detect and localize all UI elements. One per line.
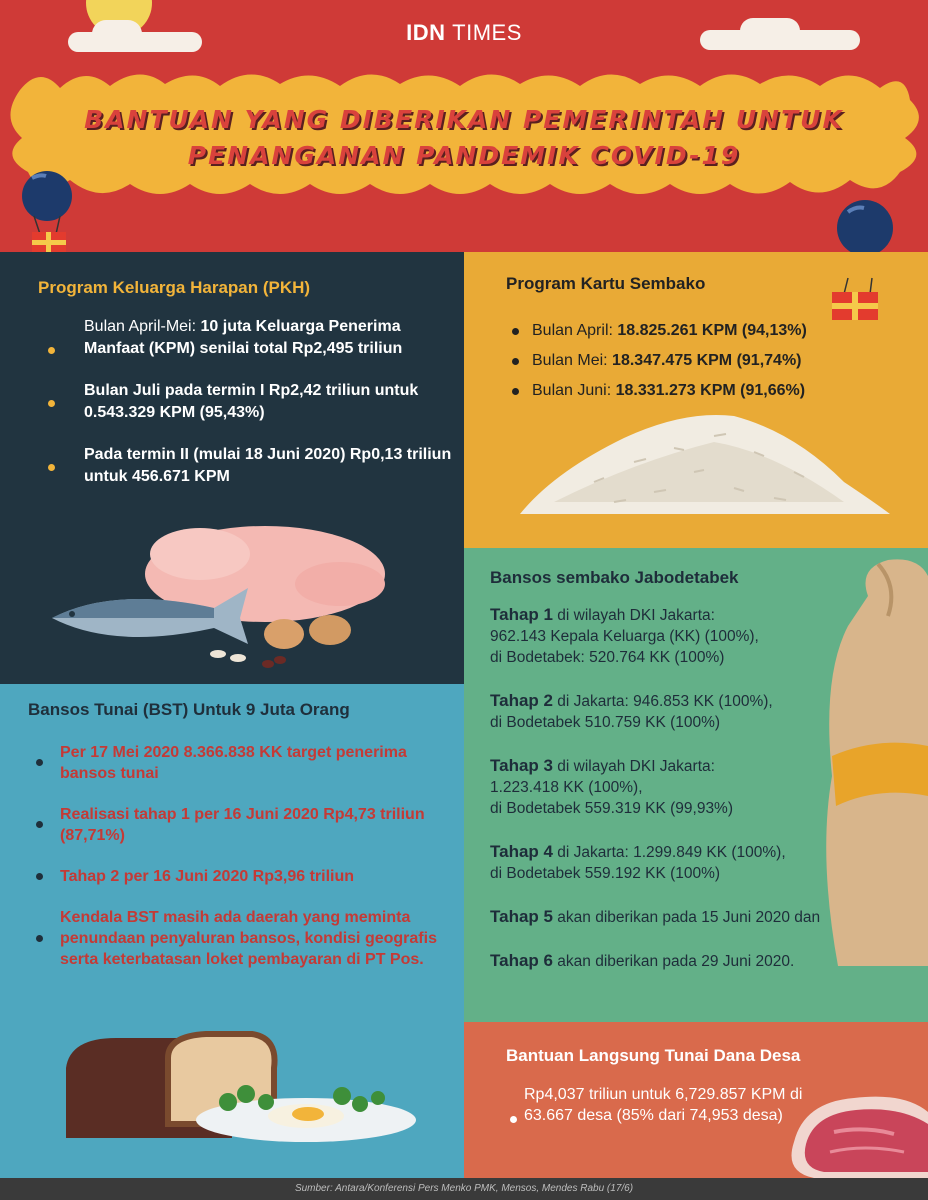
stage-name: Tahap 2 [490,691,553,710]
list-item [60,866,440,887]
stage-name: Tahap 6 [490,951,553,970]
list-item [84,380,454,424]
blt-text: Rp4,037 triliun untuk 6,729.857 KPM di 63.667 desa (85% dari 74,953 desa) [524,1086,803,1124]
balloon-icon [824,266,888,362]
pkh-item-bold: 10 juta Keluarga Penerima Manfaat (KPM) senilai total Rp2,495 triliun [84,318,403,357]
bst-item-text: Tahap 2 per 16 Juni 2020 Rp3,96 triliun [60,868,355,885]
sembako-label: Bulan April: [532,322,618,339]
eggs-icon [204,612,364,672]
bullet-dot [510,1116,517,1123]
bullet-dot [512,358,519,365]
panel-bansos-tunai [0,684,464,1178]
title-line1: BANTUAN YANG DIBERIKAN PEMERINTAH UNTUK [84,105,844,134]
stage-text: di wilayah DKI Jakarta: [552,758,715,775]
bst-list [60,742,440,990]
jabo-stage [490,604,910,668]
bullet-dot [48,400,55,407]
footer [0,1178,928,1200]
stage-text: di Bodetabek 510.759 KK (100%) [490,714,721,731]
list-item [84,444,454,488]
panel-bansos-jabodetabek [464,548,928,1022]
jabo-stage [490,950,910,972]
sembako-label: Bulan Juni: [532,382,616,399]
panel-pkh [0,252,464,684]
jabo-stage [490,906,910,928]
stage-text: di Jakarta: 946.853 KK (100%), [552,693,773,710]
list-item [532,380,912,402]
bread-icon [56,1028,416,1178]
title-line2: PENANGANAN PANDEMIK COVID-19 [187,141,741,170]
jabo-stage [490,755,910,819]
stage-name: Tahap 5 [490,907,553,926]
header [0,0,928,252]
jabo-stage [490,841,910,884]
bullet-dot [512,388,519,395]
pkh-item-pre: Bulan April-Mei: [84,318,201,335]
pkh-item-bold: Bulan Juli pada termin I Rp2,42 triliun untuk 0.543.329 KPM (95,43%) [84,382,419,421]
bullet-dot [48,464,55,471]
stage-text: di Bodetabek 559.319 KK (99,93%) [490,800,734,817]
balloon-icon [12,168,82,252]
bullet-dot [36,873,43,880]
stage-name: Tahap 1 [490,605,553,624]
stage-text: 1.223.418 KK (100%), [490,779,643,796]
blt-title: Bantuan Langsung Tunai Dana Desa [506,1046,801,1065]
panel-blt-dana-desa [464,1022,928,1178]
stage-name: Tahap 3 [490,756,553,775]
sembako-title: Program Kartu Sembako [506,274,706,293]
list-item [84,316,454,360]
jabo-title: Bansos sembako Jabodetabek [490,568,739,587]
meat-icon [784,1082,928,1178]
list-item [60,804,440,846]
sembako-label: Bulan Mei: [532,352,613,369]
bullet-dot [36,935,43,942]
source-note: Sumber: Antara/Konferensi Pers Menko PMK, Mensos, Mendes Rabu (17/6) [294,1183,634,1194]
stage-text: di Jakarta: 1.299.849 KK (100%), [552,844,786,861]
stage-text: di Bodetabek 559.192 KK (100%) [490,865,721,882]
stage-text: di Bodetabek: 520.764 KK (100%) [490,649,725,666]
stage-name: Tahap 4 [490,842,553,861]
brand-logo [0,20,928,46]
bullet-dot [36,821,43,828]
bullet-dot [36,759,43,766]
brand-part1: IDN [406,20,446,45]
sembako-value: 18.347.475 KPM (91,74%) [612,352,802,369]
pkh-title: Program Keluarga Harapan (PKH) [38,278,311,297]
bst-item-text: Per 17 Mei 2020 8.366.838 KK target penerima bansos tunai [60,744,407,782]
stage-text: 962.143 Kepala Keluarga (KK) (100%), [490,628,759,645]
stage-text: akan diberikan pada 29 Juni 2020. [552,953,795,970]
bullet-dot [512,328,519,335]
page-title [20,102,908,174]
bst-title: Bansos Tunai (BST) Untuk 9 Juta Orang [28,700,350,719]
pkh-list [84,316,454,508]
jabo-stage [490,690,910,733]
list-item [60,742,440,784]
sembako-value: 18.331.273 KPM (91,66%) [615,382,806,399]
rice-pile-icon [514,402,894,522]
balloon-icon [828,198,902,252]
brand-part2: TIMES [452,20,522,45]
panel-kartu-sembako [464,252,928,548]
pkh-item-bold: Pada termin II (mulai 18 Juni 2020) Rp0,13 triliun untuk 456.671 KPM [84,446,452,485]
stage-text: akan diberikan pada 15 Juni 2020 dan [552,909,821,926]
list-item [60,907,440,970]
stage-text: di wilayah DKI Jakarta: [552,607,715,624]
bst-item-text: Kendala BST masih ada daerah yang meminta penundaan penyaluran bansos, kondisi geografis serta keterbatasan loket pembayaran di PT Pos. [60,909,437,968]
bullet-dot [48,347,55,354]
bst-item-text: Realisasi tahap 1 per 16 Juni 2020 Rp4,73 triliun (87,71%) [60,806,425,844]
sembako-value: 18.825.261 KPM (94,13%) [617,322,807,339]
jabo-body [490,604,910,994]
